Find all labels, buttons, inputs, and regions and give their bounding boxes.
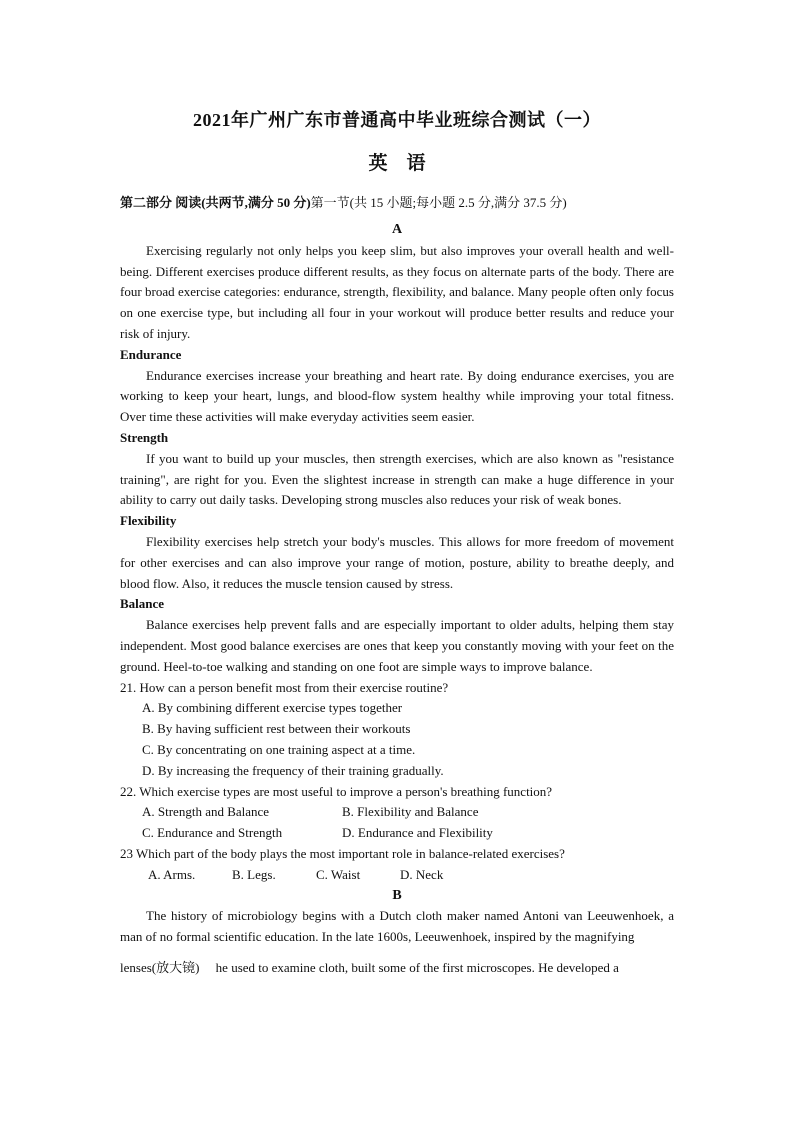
question-21-option-d: D. By increasing the frequency of their training gradually.	[142, 762, 444, 778]
question-23-option-a: A. Arms.	[148, 866, 196, 882]
passage-b-label: B	[392, 887, 402, 903]
question-23-option-c: C. Waist	[316, 866, 361, 882]
question-22: 22. Which exercise types are most useful to improve a person's breathing function?	[120, 783, 553, 799]
question-22-option-a: A. Strength and Balance	[142, 804, 270, 820]
endurance-paragraph: Endurance exercises increase your breathing and heart rate. By doing endurance exercises, you are working to keep your heart, lungs, and blood-flow system healthy while improving your total fitness. Over time these activities will make everyday activities seem easier.	[120, 367, 674, 425]
passage-b-paragraph: The history of microbiology begins with a Dutch cloth maker named Antoni van Leeuwenhoek, a man of no formal scientific education. In the late 1600s, Leeuwenhoek, inspired by the magnifying	[120, 908, 674, 945]
question-22-option-c: C. Endurance and Strength	[142, 825, 283, 841]
passage-a-intro: Exercising regularly not only helps you keep slim, but also improves your overall health and well-being. Different exercises produce different results, as they focus on alternate parts of the body. There are four broad exercise categories: endurance, strength, flexibility, and balance. Many people often only focus on one exercise type, but including all four in your workout will produce better results and reduce your risk of injury.	[120, 242, 674, 341]
strength-paragraph: If you want to build up your muscles, then strength exercises, which are also known as "resistance training", are right for you. Even the slightest increase in strength can make a huge difference in your ability to carry out daily tasks. Developing strong muscles also reduces your risk of weak bones.	[120, 450, 674, 508]
question-21-option-c: C. By concentrating on one training aspect at a time.	[142, 741, 416, 757]
section-heading	[120, 192, 680, 211]
passage-a-label: A	[391, 222, 403, 237]
question-22-option-d: D. Endurance and Flexibility	[342, 825, 493, 841]
strength-heading: Strength	[120, 429, 169, 445]
question-21: 21. How can a person benefit most from their exercise routine?	[120, 679, 449, 695]
question-23-option-d: D. Neck	[400, 866, 444, 882]
question-23-options	[148, 865, 674, 886]
endurance-heading: Endurance	[120, 346, 182, 362]
question-21-option-b: B. By having sufficient rest between their workouts	[142, 721, 411, 737]
balance-paragraph: Balance exercises help prevent falls and are especially important to older adults, helping them stay independent. Most good balance exercises are ones that keep you constantly moving with your feet on the ground. Heel-to-toe walking and standing on one foot are simple ways to improve balance.	[120, 617, 674, 674]
question-22-options-row-1	[142, 802, 674, 823]
flexibility-heading: Flexibility	[120, 513, 177, 529]
question-21-option-a: A. By combining different exercise types together	[142, 700, 403, 716]
section-heading-detail: 第一节(共 15 小题;每小题 2.5 分,满分 37.5 分)	[310, 195, 567, 210]
page-title: 2021年广州广东市普通高中毕业班综合测试（一）	[193, 110, 601, 130]
passage-b-paragraph-continued: lenses(放大镜) he used to examine cloth, built some of the first microscopes. He developed a	[120, 959, 619, 975]
reading-body	[120, 220, 674, 979]
section-heading-bold: 第二部分 阅读(共两节,满分 50 分)	[120, 195, 311, 210]
question-23: 23 Which part of the body plays the most important role in balance-related exercises?	[120, 845, 565, 861]
spacer	[120, 948, 674, 958]
subject-title: 英 语	[368, 153, 426, 174]
balance-heading: Balance	[120, 596, 165, 612]
flexibility-paragraph: Flexibility exercises help stretch your body's muscles. This allows for more freedom of movement for other exercises and can also improve your range of motion, posture, ability to breathe deeply, and blood flow. Also, it reduces the muscle tension caused by stress.	[120, 533, 674, 591]
question-22-options-row-2	[142, 823, 674, 844]
question-23-option-b: B. Legs.	[232, 866, 276, 882]
question-22-option-b: B. Flexibility and Balance	[342, 804, 479, 820]
